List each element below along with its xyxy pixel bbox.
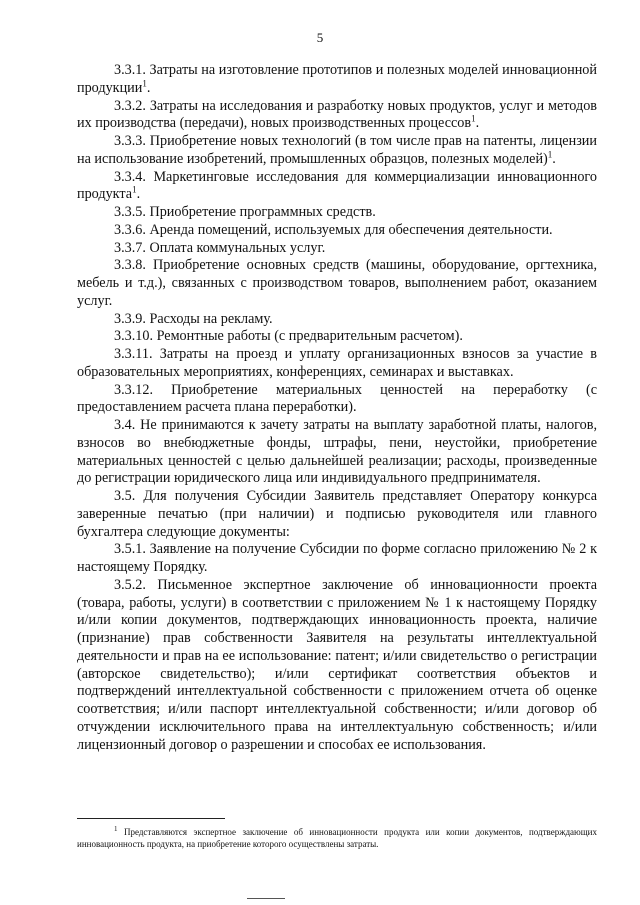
footnote xyxy=(77,826,597,850)
paragraph xyxy=(77,204,597,222)
page-number: 5 xyxy=(316,30,324,45)
paragraph-text: 3.3.6. Аренда помещений, используемых для обеспечения деятельности. xyxy=(114,221,553,238)
footnote-reference: 1 xyxy=(471,113,476,124)
paragraph-text: 3.3.2. Затраты на исследования и разработку новых продуктов, услуг и методов их производства (передачи), новых производственных процессов xyxy=(77,97,597,132)
paragraph-text: 3.3.5. Приобретение программных средств. xyxy=(114,204,376,220)
paragraph xyxy=(77,417,597,488)
footnote-reference: 1 xyxy=(132,184,137,195)
paragraph-text: 3.4. Не принимаются к зачету затраты на выплату заработной платы, налогов, взносов во внебюджетные фонды, штрафы, пени, неустойки, приобретение материальных ценностей с целью дальнейшей реализации; расходы, произведенные до регистрации юридического лица или индивидуального предпринимателя. xyxy=(77,417,597,487)
paragraph-text: 3.3.12. Приобретение материальных ценностей на переработку (с предоставлением расчета плана переработки). xyxy=(77,381,597,416)
paragraph xyxy=(77,169,597,205)
paragraph-text: 3.5.1. Заявление на получение Субсидии по форме согласно приложению № 2 к настоящему Порядку. xyxy=(77,541,597,575)
paragraph-end-punctuation: . xyxy=(475,115,480,132)
paragraph xyxy=(77,311,597,329)
paragraph xyxy=(77,382,597,418)
footnote-marker: 1 xyxy=(114,825,118,833)
paragraph-text: 3.3.9. Расходы на рекламу. xyxy=(114,310,273,327)
paragraph xyxy=(77,577,597,755)
scan-mark xyxy=(247,898,285,899)
paragraph xyxy=(77,62,597,98)
paragraph xyxy=(77,222,597,240)
paragraph-text: 3.3.1. Затраты на изготовление прототипов и полезных моделей инновационной продукции xyxy=(77,62,597,96)
paragraph-text: 3.3.7. Оплата коммунальных услуг. xyxy=(114,239,326,256)
footnote-reference: 1 xyxy=(547,149,553,160)
paragraph-text: 3.3.10. Ремонтные работы (с предварительным расчетом). xyxy=(114,328,463,345)
paragraph-text: 3.3.8. Приобретение основных средств (машины, оборудование, оргтехника, мебель и т.д.), связанных с производством товаров, выполнением работ, оказанием услуг. xyxy=(77,257,597,309)
paragraph xyxy=(77,257,597,310)
paragraph-end-punctuation: . xyxy=(136,186,141,203)
footnote-text: Представляются экспертное заключение об инновационности продукта или копии документов, подтверждающих инновационность продукта, на приобретение которого осуществлены затраты. xyxy=(77,827,597,849)
body-text xyxy=(77,62,597,754)
paragraph-text: 3.3.3. Приобретение новых технологий (в том числе прав на патенты, лицензии на использование изобретений, промышленных образцов, полезных моделей) xyxy=(77,133,597,167)
paragraph-text: 3.5.2. Письменное экспертное заключение об инновационности проекта (товара, работы, услуги) в соответствии с приложением № 1 к настоящему Порядку и/или копии документов, подтверждающих инновационность проекта, наличие (признание) прав собственности Заявителя на результаты интеллектуальной деятельности и прав на ее использование: патент; и/или свидетельство о регистрации (авторское свидетельство); и/или сертификат соответствия объектов и подтверждений интеллектуальной собственности с приложением отчета об оценке соответствия; и/или паспорт интеллектуальной собственности; и/или договор об отчуждении исключительного права на интеллектуальную собственность; и/или лицензионный договор о разрешении и способах ее использования. xyxy=(77,576,597,753)
paragraph-text: 3.3.11. Затраты на проезд и уплату организационных взносов за участие в образовательных мероприятиях, конференциях, семинарах и выставках. xyxy=(77,346,597,380)
paragraph xyxy=(77,133,597,169)
paragraph xyxy=(77,240,597,258)
paragraph-text: 3.5. Для получения Субсидии Заявитель представляет Оператору конкурса заверенные печатью (при наличии) и подписью руководителя или главного бухгалтера следующие документы: xyxy=(77,488,597,540)
paragraph xyxy=(77,328,597,346)
paragraph-end-punctuation: . xyxy=(146,79,151,96)
paragraph xyxy=(77,98,597,134)
footnote-divider xyxy=(77,818,225,819)
paragraph xyxy=(77,488,597,541)
paragraph xyxy=(77,346,597,382)
paragraph-end-punctuation: . xyxy=(552,150,556,167)
footnote-reference: 1 xyxy=(142,78,147,89)
paragraph-text: 3.3.4. Маркетинговые исследования для коммерциализации инновационного продукта xyxy=(77,168,597,203)
paragraph xyxy=(77,541,597,577)
